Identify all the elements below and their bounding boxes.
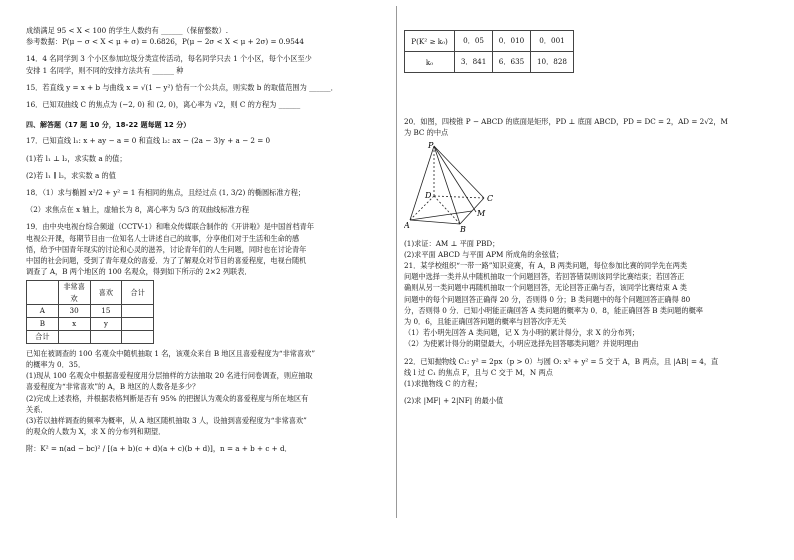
q19-intro-2: 电视公开课，每期节目由一位知名人士讲述自己的故事，分享他们对于生活和生命的感 bbox=[26, 233, 300, 243]
q19-rest-7: (3)若以抽样调查的频率为概率，从 A 地区随机抽取 3 人，设抽到喜爱程度为“非常喜欢” bbox=[26, 416, 307, 426]
q22-stem-1: 22．已知抛物线 C₁: y² = 2px（p > 0）与圆 O: x² + y² = 5 交于 A，B 两点，且 |AB| = 4，直 bbox=[404, 356, 719, 366]
table-cell: 合计 bbox=[27, 330, 59, 343]
table-cell: 6．635 bbox=[493, 52, 531, 73]
q20-part-2: (2)求平面 ABCD 与平面 APM 所成角的余弦值； bbox=[404, 249, 564, 259]
q21-part-2: （2）为使累计得分的期望最大，小明应选择先回答哪类问题？并说明理由 bbox=[404, 339, 639, 349]
q20-stem-2: 为 BC 的中点 bbox=[404, 128, 449, 138]
table-cell: x bbox=[58, 317, 90, 330]
section-heading: 四、解答题（17 题 10 分，18-22 题每题 12 分） bbox=[26, 121, 191, 130]
q18-part-1: 18．（1）求与椭圆 x²/2 + y² = 1 有相同的焦点，且经过点 (1, 3/2) 的椭圆标准方程； bbox=[26, 188, 306, 198]
table-cell: 0．001 bbox=[530, 31, 573, 52]
q16-line: 16．已知双曲线 C 的焦点为 (−2, 0) 和 (2, 0)，离心率为 √2，则 C 的方程为 ______ bbox=[26, 100, 301, 110]
vertex-label-p: P bbox=[428, 141, 434, 151]
column-divider bbox=[396, 6, 397, 518]
vertex-label-a: A bbox=[404, 221, 410, 231]
table-row bbox=[27, 330, 154, 343]
q19-intro-1: 19．由中央电视台综合频道（CCTV-1）和唯众传媒联合制作的《开讲啦》是中国首档青年 bbox=[26, 222, 315, 232]
left-column bbox=[26, 0, 388, 455]
q19-rest-2: 的概率为 0．35． bbox=[26, 360, 86, 370]
q19-rest-6: 关系． bbox=[26, 404, 48, 414]
table-cell: 非常喜欢 bbox=[58, 281, 90, 304]
q22-stem-2: 线 l 过 C₁ 的焦点 F，且与 C 交于 M，N 两点 bbox=[404, 367, 553, 377]
q19-rest-3: (1)现从 100 名观众中根据喜爱程度用分层抽样的方法抽取 20 名进行问卷调查，则应抽取 bbox=[26, 371, 313, 381]
table-cell: 合计 bbox=[122, 281, 154, 304]
vertex-label-b: B bbox=[460, 225, 466, 233]
table-cell bbox=[122, 330, 154, 343]
table-cell: P(K² ≥ k₀) bbox=[405, 31, 455, 52]
table-cell: A bbox=[27, 304, 59, 317]
q21-line-5: 分，否则得 0 分．已知小明能正确回答 A 类问题的概率为 0．8，能正确回答 B 类问题的概率 bbox=[404, 305, 703, 315]
q19-intro-3: 悟，给予中国青年现实的讨论和心灵的滋养，讨论青年们的人生问题，同时也在讨论青年 bbox=[26, 244, 307, 254]
q19-intro-4: 中国的社会问题，受到了青年观众的喜爱．为了了解观众对节目的喜爱程度，电视台随机 bbox=[26, 256, 307, 266]
vertex-label-c: C bbox=[487, 194, 494, 204]
table-cell: B bbox=[27, 317, 59, 330]
table-header-row bbox=[27, 281, 154, 304]
q19-rest-5: (2)完成上述表格，并根据表格判断是否有 95% 的把握认为观众的喜爱程度与所在地区有 bbox=[26, 393, 309, 403]
q19-intro-5: 调查了 A，B 两个地区的 100 名观众，得到如下所示的 2×2 列联表． bbox=[26, 267, 252, 277]
k-squared-formula: 附：K² = n(ad − bc)² / [(a + b)(c + d)(a + c)(b + d)]，n = a + b + c + d． bbox=[26, 444, 292, 454]
q18-part-2: （2）求焦点在 x 轴上，虚轴长为 8，离心率为 5/3 的双曲线标准方程 bbox=[26, 205, 250, 215]
table-cell: 喜欢 bbox=[90, 281, 122, 304]
table-cell: y bbox=[90, 317, 122, 330]
table-row bbox=[27, 317, 154, 330]
table-cell bbox=[27, 281, 59, 304]
table-cell bbox=[122, 304, 154, 317]
table-cell bbox=[122, 317, 154, 330]
table-cell: 30 bbox=[58, 304, 90, 317]
q19-rest-1: 已知在被调查的 100 名观众中随机抽取 1 名，该观众来自 B 地区且喜爱程度为“非常喜欢” bbox=[26, 348, 316, 358]
q21-line-1: 21．某学校组织“一带一路”知识竞赛，有 A，B 两类问题，每位参加比赛的同学先在两类 bbox=[404, 261, 688, 271]
q19-rest-8: 的观众的人数为 X，求 X 的分布列和期望． bbox=[26, 427, 166, 437]
table-cell: 15 bbox=[90, 304, 122, 317]
reference-data-line: 参考数据：P(μ − σ < X < μ + σ) = 0.6826，P(μ − 2σ < X < μ + 2σ) = 0.9544 bbox=[26, 37, 304, 47]
table-cell: 0．010 bbox=[493, 31, 531, 52]
table-cell: 10．828 bbox=[530, 52, 573, 73]
q20-part-1: (1)求证：AM ⊥ 平面 PBD； bbox=[404, 238, 500, 248]
q14-line-2: 安排 1 名同学，则不同的安排方法共有 ______ 种 bbox=[26, 65, 184, 75]
q17-stem: 17．已知直线 l₁: x + ay − a = 0 和直线 l₂: ax − (2a − 3)y + a − 2 = 0 bbox=[26, 136, 271, 146]
table-cell bbox=[58, 330, 90, 343]
q21-part-1: （1）若小明先回答 A 类问题，记 X 为小明的累计得分，求 X 的分布列； bbox=[404, 328, 639, 338]
table-cell bbox=[90, 330, 122, 343]
q15-line: 15．若直线 y = x + b 与曲线 x = √(1 − y²) 恰有一个公共点，则实数 b 的取值范围为 ______． bbox=[26, 82, 338, 92]
q21-line-6: 为 0．6，且能正确回答问题的概率与回答次序无关 bbox=[404, 317, 567, 327]
q22-part-1: (1)求抛物线 C 的方程； bbox=[404, 379, 482, 389]
vertex-label-m: M bbox=[477, 209, 486, 219]
q14-line-1: 14．4 名同学到 3 个小区参加垃圾分类宣传活动，每名同学只去 1 个小区，每个小区至少 bbox=[26, 54, 312, 64]
vertex-label-d: D bbox=[425, 191, 432, 201]
q21-line-2: 问题中选择一类并从中随机抽取一个问题回答，若回答错误则该同学比赛结束；若回答正 bbox=[404, 272, 685, 282]
pyramid-figure bbox=[404, 140, 514, 232]
q20-stem-1: 20．如图，四棱锥 P − ABCD 的底面是矩形，PD ⊥ 底面 ABCD，PD = DC = 2，AD = 2√2，M bbox=[404, 117, 728, 126]
right-column bbox=[404, 0, 774, 406]
table-row bbox=[27, 304, 154, 317]
q19-rest-4: 喜爱程度为“非常喜欢”的 A，B 地区的人数各是多少？ bbox=[26, 382, 200, 392]
table-cell: k₀ bbox=[405, 52, 455, 73]
q21-line-3: 确则从另一类问题中再随机抽取一个问题回答，无论回答正确与否，该同学比赛结束 A 类 bbox=[404, 283, 687, 293]
q22-part-2: (2)求 |MF| + 2|NF| 的最小值 bbox=[404, 396, 504, 406]
q13-tail-line: 成绩满足 95 < X < 100 的学生人数约有 ______（保留整数）. bbox=[26, 26, 229, 35]
q17-part-2: (2)若 l₁ ∥ l₂，求实数 a 的值 bbox=[26, 170, 116, 180]
q17-part-1: (1)若 l₁ ⊥ l₂，求实数 a 的值； bbox=[26, 153, 127, 163]
table-cell: 0．05 bbox=[455, 31, 493, 52]
q21-line-4: 问题中的每个问题回答正确得 20 分，否则得 0 分；B 类问题中的每个问题回答正确得 80 bbox=[404, 294, 691, 304]
table-cell: 3．841 bbox=[455, 52, 493, 73]
contingency-table bbox=[26, 280, 154, 343]
